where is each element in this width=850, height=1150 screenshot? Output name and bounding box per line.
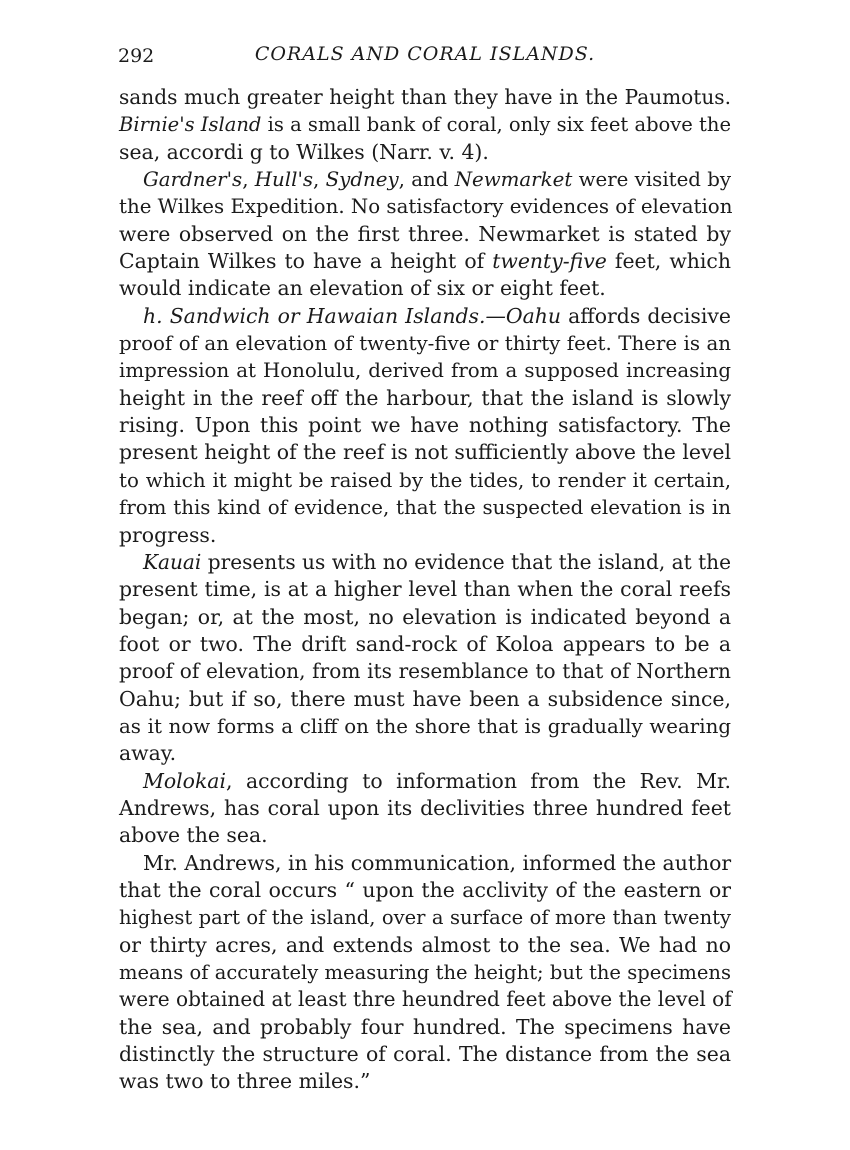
text-segment: the sea, and probably four hundred. The specimens have xyxy=(119,1014,731,1039)
text-segment: highest part of the island, over a surface of more than twenty xyxy=(119,906,731,930)
text-segment: present time, is at a higher level than when the coral reefs xyxy=(119,577,731,602)
text-segment: , according to information from the Rev. Mr. xyxy=(226,768,731,793)
text-line xyxy=(119,84,731,111)
text-segment: proof of elevation, from its resemblance to that of Northern xyxy=(119,659,731,684)
text-segment: were visited by xyxy=(572,168,732,192)
text-segment: sands much greater height than they have in the Paumotus. xyxy=(119,85,731,109)
text-line xyxy=(119,248,731,275)
text-line xyxy=(119,1041,731,1068)
text-line xyxy=(119,986,731,1013)
text-segment: were observed on the first three. Newmarket is stated by xyxy=(119,221,731,246)
text-segment: present height of the reef is not sufficiently above the level xyxy=(119,440,732,465)
text-line xyxy=(119,822,731,849)
text-line xyxy=(119,330,731,357)
text-line xyxy=(119,1014,731,1041)
text-segment: progress. xyxy=(119,522,217,547)
text-segment: away. xyxy=(119,741,177,766)
text-segment: as it now forms a cliff on the shore that is gradually wearing xyxy=(119,714,731,738)
text-segment: that the coral occurs “ upon the acclivity of the eastern or xyxy=(119,877,731,902)
italic-text: Molokai xyxy=(143,768,226,793)
text-line xyxy=(119,768,731,795)
text-line xyxy=(119,1068,731,1095)
running-title: CORALS AND CORAL ISLANDS. xyxy=(254,43,596,65)
page-number: 292 xyxy=(118,45,155,67)
text-line xyxy=(119,467,731,494)
running-head xyxy=(118,40,732,72)
text-segment: foot or two. The drift sand-rock of Koloa appears to be a xyxy=(119,631,731,656)
italic-text: Birnie's Island xyxy=(119,113,262,137)
text-segment: the Wilkes Expedition. No satisfactory evidences of elevation xyxy=(119,195,733,219)
text-line xyxy=(119,631,731,658)
text-segment: Captain Wilkes to have a height of xyxy=(119,249,493,274)
text-segment: Andrews, has coral upon its declivities three hundred feet xyxy=(119,795,731,820)
text-segment: impression at Honolulu, derived from a supposed increasing xyxy=(119,359,731,383)
text-segment: from this kind of evidence, that the suspected elevation is in xyxy=(119,496,731,520)
text-line xyxy=(119,522,731,549)
text-line xyxy=(119,932,731,959)
text-segment: height in the reef off the harbour, that the island is slowly xyxy=(119,385,731,410)
text-segment: to which it might be raised by the tides, to render it certain, xyxy=(119,468,731,492)
text-line xyxy=(119,877,731,904)
text-segment: or thirty acres, and extends almost to the sea. We had no xyxy=(119,932,731,957)
text-segment: means of accurately measuring the height; but the specimens xyxy=(119,961,731,984)
body-text xyxy=(119,84,731,1096)
text-segment: distinctly the structure of coral. The distance from the sea xyxy=(119,1042,731,1067)
text-line xyxy=(119,549,731,576)
text-segment: sea, accordi g to Wilkes (Narr. v. 4). xyxy=(119,139,489,164)
text-segment: above the sea. xyxy=(119,823,268,848)
text-line xyxy=(119,713,731,740)
italic-text: twenty-five xyxy=(492,249,607,274)
italic-text: Sydney xyxy=(325,168,399,192)
text-line xyxy=(119,658,731,685)
text-line xyxy=(119,904,731,931)
text-segment: , xyxy=(313,168,326,192)
text-line xyxy=(119,275,731,302)
text-segment: feet, which xyxy=(606,249,731,274)
text-line xyxy=(119,412,731,439)
text-segment: was two to three miles.” xyxy=(119,1069,371,1094)
text-segment: , and xyxy=(398,168,455,192)
italic-text: h. Sandwich or Hawaian Islands.—Oahu xyxy=(143,303,562,328)
text-line xyxy=(119,740,731,767)
text-segment: rising. Upon this point we have nothing satisfactory. The xyxy=(119,413,731,438)
text-line xyxy=(119,795,731,822)
text-line xyxy=(119,439,731,466)
text-line xyxy=(119,576,731,603)
italic-text: Kauai xyxy=(143,549,202,574)
text-segment: is a small bank of coral, only six feet above the xyxy=(261,113,731,137)
text-segment: Mr. Andrews, in his communication, informed the author xyxy=(143,850,732,875)
text-line xyxy=(119,385,731,412)
text-line xyxy=(119,139,731,166)
text-segment: would indicate an elevation of six or eight feet. xyxy=(119,276,606,301)
text-segment: were obtained at least thre heundred feet above the level of xyxy=(119,987,732,1012)
text-segment: Oahu; but if so, there must have been a subsidence since, xyxy=(119,686,731,711)
text-line xyxy=(119,111,731,138)
text-segment: presents us with no evidence that the island, at the xyxy=(201,549,731,574)
text-line xyxy=(119,357,731,384)
text-segment: proof of an elevation of twenty-five or thirty feet. There is an xyxy=(119,332,731,356)
text-line xyxy=(119,850,731,877)
text-line xyxy=(119,166,731,193)
text-line xyxy=(119,303,731,330)
text-line xyxy=(119,221,731,248)
text-segment: began; or, at the most, no elevation is indicated beyond a xyxy=(119,604,731,629)
text-line xyxy=(119,193,731,220)
text-segment: affords decisive xyxy=(561,303,731,328)
italic-text: Gardner's xyxy=(143,168,243,192)
text-line xyxy=(119,686,731,713)
text-line xyxy=(119,494,731,521)
text-line xyxy=(119,604,731,631)
text-segment: , xyxy=(242,168,255,192)
italic-text: Newmarket xyxy=(454,168,573,192)
italic-text: Hull's xyxy=(254,168,314,192)
text-line xyxy=(119,959,731,986)
